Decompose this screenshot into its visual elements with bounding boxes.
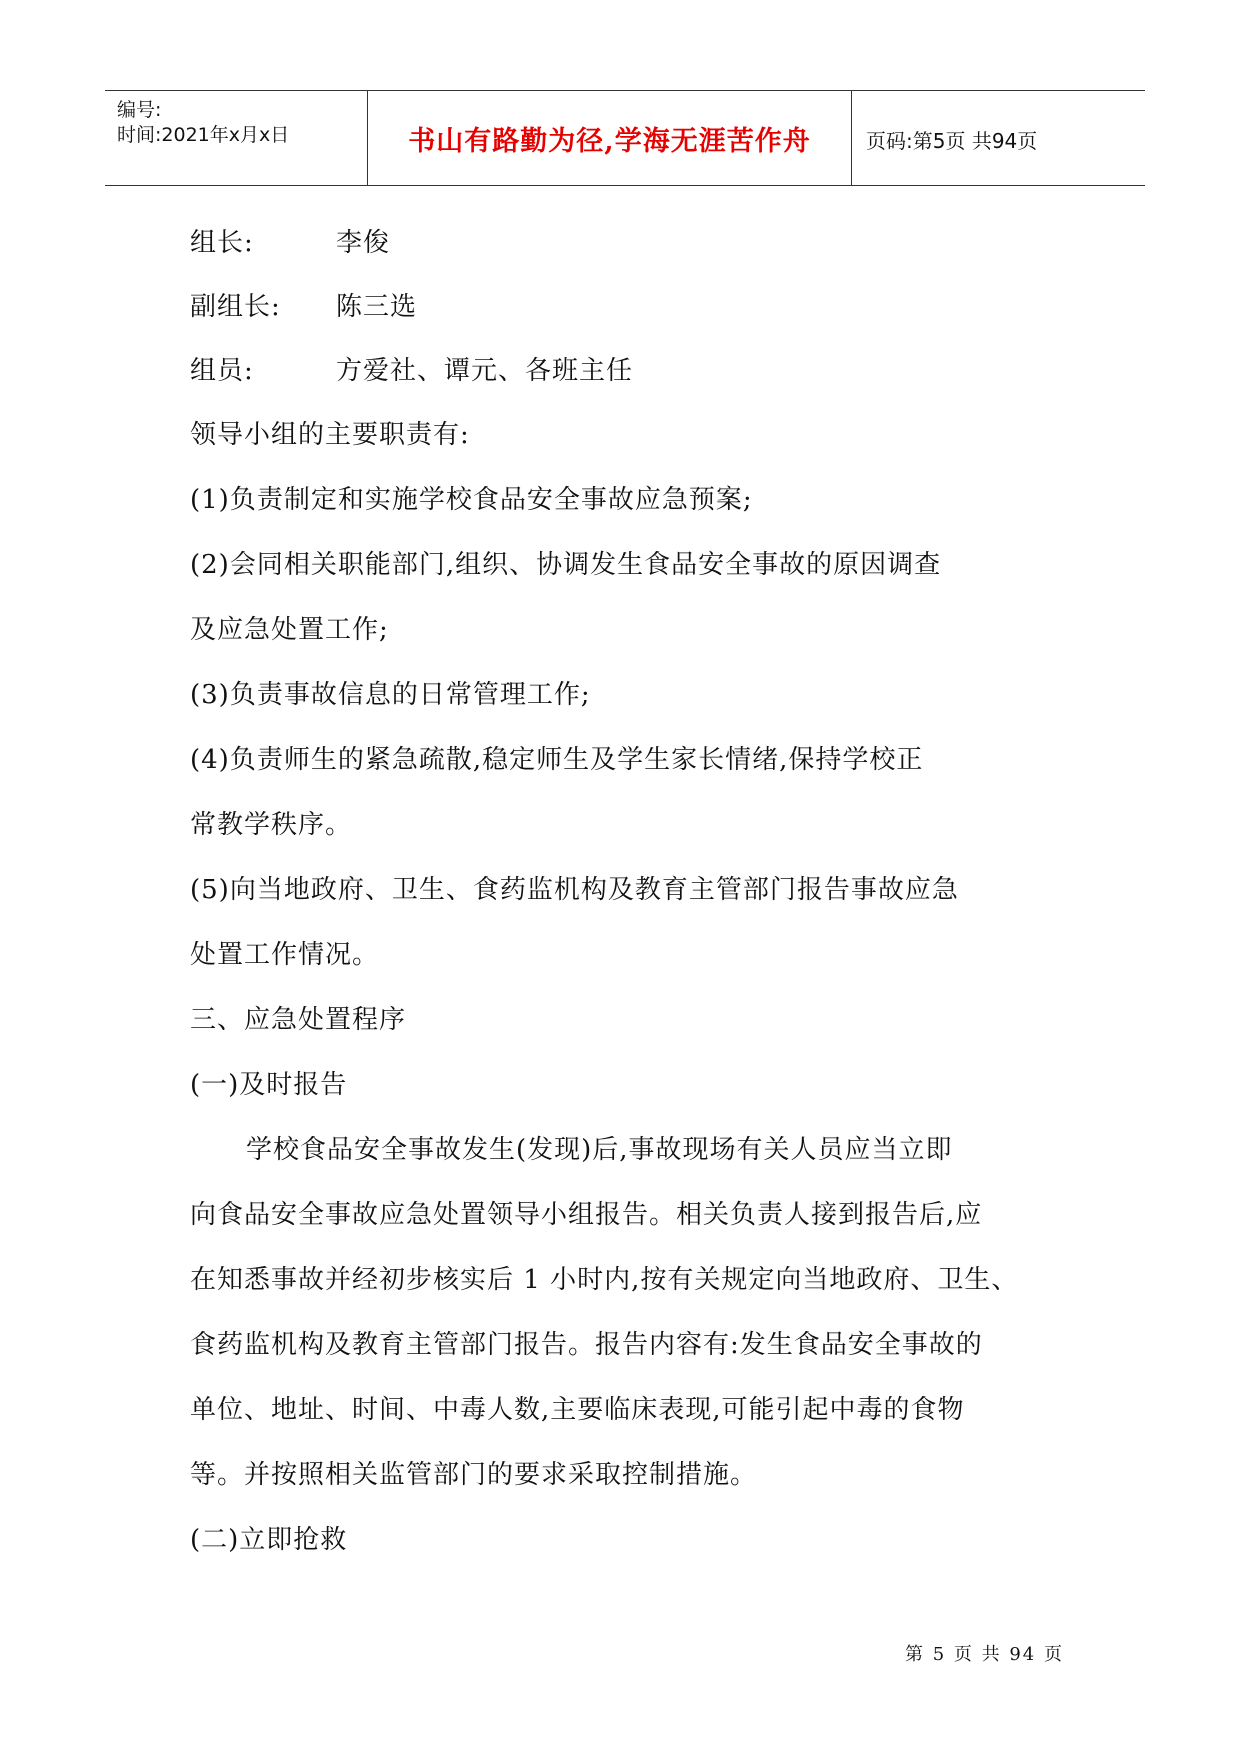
header-left-cell — [105, 91, 368, 185]
report-paragraph-line-1: 学校食品安全事故发生(发现)后,事故现场有关人员应当立即 — [246, 1135, 953, 1165]
duty-item-4-line-1: (4)负责师生的紧急疏散,稳定师生及学生家长情绪,保持学校正 — [190, 745, 924, 775]
duty-item-3: (3)负责事故信息的日常管理工作; — [190, 680, 591, 710]
header-page-label: 页码:第5页 共94页 — [866, 129, 1038, 153]
deputy-label: 副组长: — [190, 292, 281, 322]
header-motto: 书山有路勤为径,学海无涯苦作舟 — [408, 126, 811, 157]
duty-item-2-line-1: (2)会同相关职能部门,组织、协调发生食品安全事故的原因调查 — [190, 550, 942, 580]
section-3-heading: 三、应急处置程序 — [190, 1005, 407, 1035]
header-middle-cell — [368, 91, 852, 185]
duty-item-5-line-1: (5)向当地政府、卫生、食药监机构及教育主管部门报告事故应急 — [190, 875, 959, 905]
duty-item-4-line-2: 常教学秩序。 — [190, 810, 353, 840]
deputy-name: 陈三选 — [336, 292, 418, 322]
document-time-label: 时间:2021年x月x日 — [117, 124, 290, 146]
members-label: 组员: — [190, 356, 254, 386]
members-names: 方爱社、谭元、各班主任 — [336, 356, 634, 386]
report-paragraph-line-3: 在知悉事故并经初步核实后 1 小时内,按有关规定向当地政府、卫生、 — [190, 1265, 1019, 1295]
duties-heading: 领导小组的主要职责有: — [190, 420, 470, 450]
roster-leader-line — [190, 228, 390, 258]
header-right-cell — [852, 91, 1145, 185]
report-paragraph-line-5: 单位、地址、时间、中毒人数,主要临床表现,可能引起中毒的食物 — [190, 1395, 965, 1425]
leader-name: 李俊 — [336, 228, 391, 258]
report-paragraph-line-2: 向食品安全事故应急处置领导小组报告。相关负责人接到报告后,应 — [190, 1200, 983, 1230]
roster-members-line — [190, 356, 633, 386]
page-header — [105, 90, 1145, 186]
report-paragraph-line-4: 食药监机构及教育主管部门报告。报告内容有:发生食品安全事故的 — [190, 1330, 983, 1360]
roster-deputy-line — [190, 292, 417, 322]
duty-item-2-line-2: 及应急处置工作; — [190, 615, 389, 645]
leader-label: 组长: — [190, 228, 254, 258]
page-footer: 第 5 页 共 94 页 — [905, 1644, 1064, 1665]
document-number-label: 编号: — [117, 99, 162, 121]
subsection-1-heading: (一)及时报告 — [190, 1070, 348, 1100]
duty-item-1: (1)负责制定和实施学校食品安全事故应急预案; — [190, 485, 753, 515]
report-paragraph-line-6: 等。并按照相关监管部门的要求采取控制措施。 — [190, 1460, 758, 1490]
duty-item-5-line-2: 处置工作情况。 — [190, 940, 380, 970]
subsection-2-heading: (二)立即抢救 — [190, 1525, 348, 1555]
